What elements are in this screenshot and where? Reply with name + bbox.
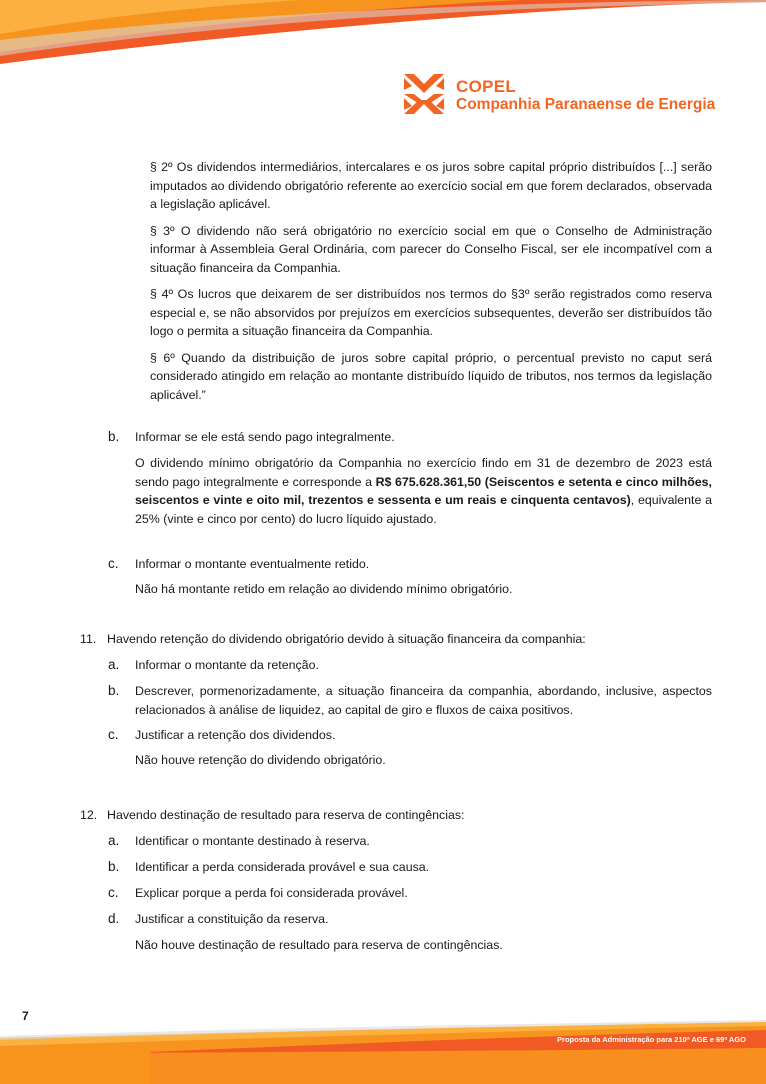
section-11-number: 11. xyxy=(80,632,97,646)
section-11-title: Havendo retenção do dividendo obrigatório devido à situação financeira da companhia: xyxy=(107,632,586,646)
quote-paragraph-3: § 3º O dividendo não será obrigatório no exercício social em que o Conselho de Administração informar à Assembleia Geral Ordinária, com parecer do Conselho Fiscal, ser ele incompatível com a situação financeira da Companhia. xyxy=(150,223,712,275)
section-11-item-b-marker: b. xyxy=(108,683,120,698)
statute-quote xyxy=(150,158,712,412)
item-b-answer-pre: O dividendo mínimo obrigatório da Companhia no exercício findo em 31 de dezembro de 2023 está sendo pago integralmente e corresponde a xyxy=(135,456,712,489)
brand-fullname: Companhia Paranaense de Energia xyxy=(456,96,716,113)
copel-logo xyxy=(402,72,732,118)
quote-paragraph-2: § 2º Os dividendos intermediários, intercalares e os juros sobre capital próprio distribuídos [...] serão imputados ao dividendo obrigatório referente ao exercício social em que forem declarados, observada a legislação aplicável. xyxy=(150,160,712,211)
section-12-item-a-text: Identificar o montante destinado à reserva. xyxy=(135,834,370,848)
page-number: 7 xyxy=(22,1009,29,1023)
item-b-title: Informar se ele está sendo pago integralmente. xyxy=(135,430,395,444)
item-c-marker: c. xyxy=(108,556,119,571)
section-12-item-c-text: Explicar porque a perda foi considerada provável. xyxy=(135,886,408,900)
section-12-item-c-marker: c. xyxy=(108,885,119,900)
footer-swoosh xyxy=(0,1018,766,1084)
section-12-title: Havendo destinação de resultado para reserva de contingências: xyxy=(107,808,465,822)
item-b-answer xyxy=(135,454,712,528)
quote-paragraph-4: § 4º Os lucros que deixarem de ser distribuídos nos termos do §3º serão registrados como reserva especial e, se não absorvidos por prejuízos em exercícios subsequentes, deverão ser distribuídos tão logo o permita a situação financeira da Companhia. xyxy=(150,287,712,338)
section-12-number: 12. xyxy=(80,808,98,822)
section-11-item-a-marker: a. xyxy=(108,657,120,672)
section-11-answer: Não houve retenção do dividendo obrigatório. xyxy=(135,753,386,767)
section-12-item-b-text: Identificar a perda considerada provável e sua causa. xyxy=(135,860,430,874)
item-b-answer-post: , equivalente a 25% (vinte e cinco por cento) do lucro líquido ajustado. xyxy=(135,493,712,526)
section-11-item-b-text: Descrever, pormenorizadamente, a situação financeira da companhia, abordando, inclusive, aspectos relacionados à análise de liquidez, ao capital de giro e fluxos de caixa positivos. xyxy=(135,684,712,717)
item-c-title: Informar o montante eventualmente retido. xyxy=(135,557,370,571)
brand-name: COPEL xyxy=(456,77,517,96)
section-12-item-d-text: Justificar a constituição da reserva. xyxy=(135,912,329,926)
item-c-answer: Não há montante retido em relação ao dividendo mínimo obrigatório. xyxy=(135,582,513,596)
header-swoosh xyxy=(0,0,766,70)
item-b-answer-amount: R$ 675.628.361,50 (Seiscentos e setenta e cinco milhões, seiscentos e vinte e oito mil, trezentos e sessenta e um reais e cinquenta centavos) xyxy=(135,474,712,507)
section-12-item-b-marker: b. xyxy=(108,859,120,874)
section-11-item-c-text: Justificar a retenção dos dividendos. xyxy=(135,728,336,742)
section-12-item-a-marker: a. xyxy=(108,833,120,848)
copel-logo-icon xyxy=(402,72,446,116)
section-11-item-c-marker: c. xyxy=(108,727,119,742)
section-12-answer: Não houve destinação de resultado para reserva de contingências. xyxy=(135,938,503,952)
quote-paragraph-6: § 6º Quando da distribuição de juros sobre capital próprio, o percentual previsto no caput será considerado atingido em relação ao montante distribuído líquido de tributos, nos termos da legislação aplicável.” xyxy=(150,350,712,402)
footer-caption: Proposta da Administração para 210ª AGE e 69ª AGO xyxy=(557,1035,746,1044)
item-b-marker: b. xyxy=(108,429,120,444)
section-12-item-d-marker: d. xyxy=(108,911,120,926)
section-11-item-a-text: Informar o montante da retenção. xyxy=(135,658,319,672)
